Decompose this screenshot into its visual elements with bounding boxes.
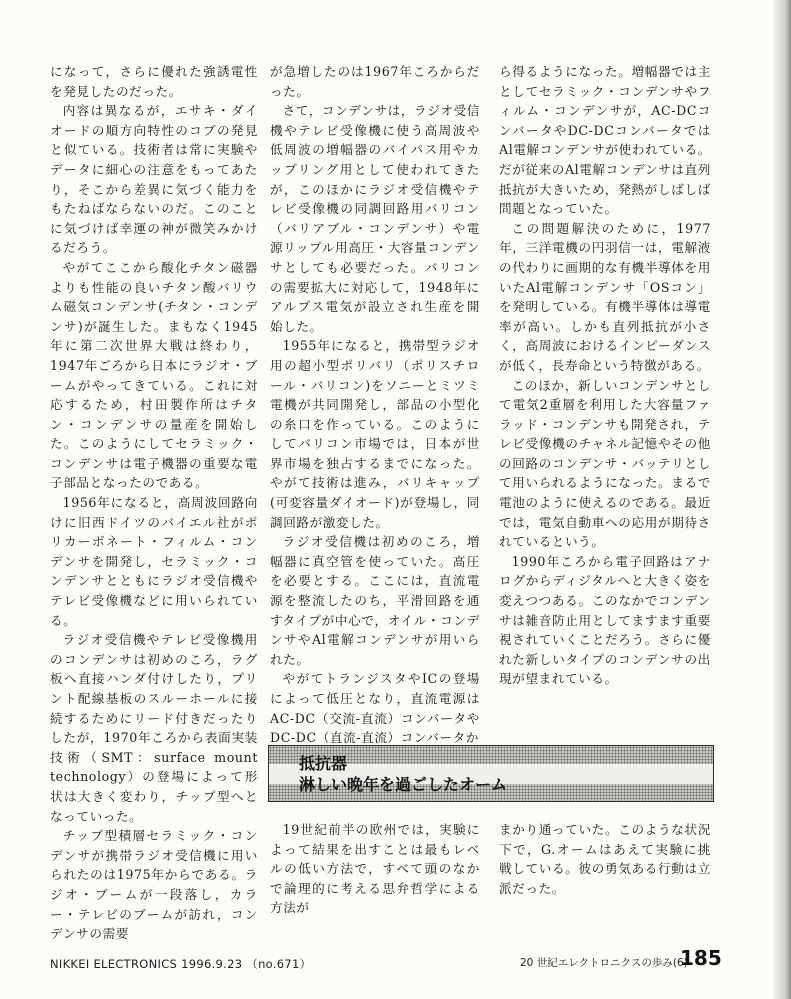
- section-heading-banner: [268, 745, 714, 802]
- paragraph: 19世紀前半の欧州では，実験によって結果を出すことは最もレベルの低い方法で，すべて頭のなかで論理的に考える思弁哲学による方法が: [270, 822, 480, 916]
- footer-series-title: 20 世紀エレクトロニクスの歩み(6): [520, 957, 688, 969]
- article-column-5: [499, 820, 711, 898]
- paragraph: 1956年になると，高周波回路向けに旧西ドイツのバイエル社がポリカーボネート・フィルム・コンデンサを開発し，セラミック・コンデンサとともにラジオ受信機やテレビ受像機などに用いられている。: [50, 495, 258, 628]
- article-column-4: [270, 820, 480, 918]
- article-column-3: [499, 62, 711, 689]
- article-column-1: [50, 62, 258, 944]
- page-edge-shadow: [773, 0, 791, 999]
- page-number: 185: [680, 946, 722, 970]
- paragraph: やがてトランジスタやICの登場によって低圧となり，直流電源はAC-DC（交流-直流）コンバータやDC-DC（直流-直流）コンバータか: [270, 671, 480, 746]
- paragraph: 1990年ころから電子回路はアナログからディジタルへと大きく姿を変えつつある。このなかでコンデンサは雑音防止用としてますます重要視されていくことだろう。さらに優れた新しいタイプのコンデンサの出現が望まれている。: [499, 553, 711, 687]
- section-subtitle: 淋しい晩年を過ごしたオーム: [299, 775, 508, 794]
- paragraph: になって，さらに優れた強誘電性を発見したのだった。: [50, 64, 258, 99]
- article-column-2: [270, 62, 480, 748]
- paragraph: やがてここから酸化チタン磁器よりも性能の良いチタン酸バリウム磁気コンデンサ(チタン・コンデンサ)が誕生した。まもなく1945年に第二次世界大戦は終わり，1947年ごろから日本にラジオ・ブームがやってきている。これに対応するため，村田製作所はチタン・コンデンサの量産を開始した。このようにしてセラミック・コンデンサは電子機器の重要な電子部品となったのである。: [50, 259, 258, 491]
- paragraph: 内容は異なるが，エサキ・ダイオードの順方向特性のコブの発見と似ている。技術者は常に実験やデータに細心の注意をもってあたり，そこから差異に気づく能力をもたねばならないのだ。このことに気づけば幸運の神が微笑みかけるだろう。: [50, 103, 258, 256]
- paragraph: ラジオ受信機やテレビ受像機用のコンデンサは初めのころ，ラグ板へ直接ハンダ付けしたり，プリント配線基板のスルーホールに接続するためにリード付きだったりしたが，1970年ころから表面実装技術（SMT：surface mount technology）の登場によって形状は大きく変わり，チップ型へとなっていった。: [50, 632, 258, 824]
- paragraph: 1955年になると，携帯型ラジオ用の超小型ポリバリ（ポリスチロール・バリコン)をソニーとミツミ電機が共同開発し，部品の小型化の糸口を作っている。このようにしてバリコン市場では，日本が世界市場を独占するまでになった。やがて技術は進み，バリキャップ(可変容量ダイオード)が登場し，同調回路が激変した。: [270, 338, 480, 530]
- paragraph: ラジオ受信機は初めのころ，増幅器に真空管を使っていた。高圧を必要とする。ここには，直流電源を整流したのち，平滑回路を通すタイプが中心で，オイル・コンデンサやAl電解コンデンサが用いられた。: [270, 534, 480, 667]
- paragraph: チップ型積層セラミック・コンデンサが携帯ラジオ受信機に用いられたのは1975年からである。ラジオ・ブームが一段落し，カラー・テレビのブームが訪れ，コンデンサの需要: [50, 828, 258, 942]
- paragraph: まかり通っていた。このような状況下で，G.オームはあえて実験に挑戦している。彼の勇気ある行動は立派だった。: [499, 822, 711, 896]
- paragraph: ら得るようになった。増幅器では主としてセラミック・コンデンサやフィルム・コンデンサが，AC-DCコンバータやDC-DCコンバータではAl電解コンデンサが使われている。だが従来のAl電解コンデンサは直列抵抗が大きいため，発熱がしばしば問題となっていた。: [499, 64, 711, 217]
- paragraph: この問題解決のために，1977年，三洋電機の円羽信一は，電解液の代わりに画期的な有機半導体を用いたAl電解コンデンサ「OSコン」を発明している。有機半導体は導電率が高い。しかも直列抵抗が小さく，高周波におけるインピーダンスが低く，長寿命という特徴がある。: [499, 220, 711, 373]
- section-heading: [299, 753, 507, 795]
- section-title: 抵抗器: [299, 754, 348, 773]
- paragraph: が急増したのは1967年ころからだった。: [270, 64, 480, 99]
- paragraph: このほか，新しいコンデンサとして電気2重層を利用した大容量ファラッド・コンデンサも開発され，テレビ受像機のチャネル記憶やその他の回路のコンデンサ・バッテリとして用いられるようになった。まるで電池のように使えるのである。最近では，電気自動車への応用が期待されているという。: [499, 377, 711, 550]
- paragraph: さて，コンデンサは，ラジオ受信機やテレビ受像機に使う高周波や低周波の増幅器のバイパス用やカップリング用として使われてきたが，このほかにラジオ受信機やテレビ受像機の同調回路用バリコン（バリアブル・コンデンサ）や電源リップル用高圧・大容量コンデンサとしても必要だった。バリコンの需要拡大に対応して，1948年にアルプス電気が設立され生産を開始した。: [270, 103, 480, 334]
- footer-publication: NIKKEI ELECTRONICS 1996.9.23 （no.671）: [50, 957, 312, 971]
